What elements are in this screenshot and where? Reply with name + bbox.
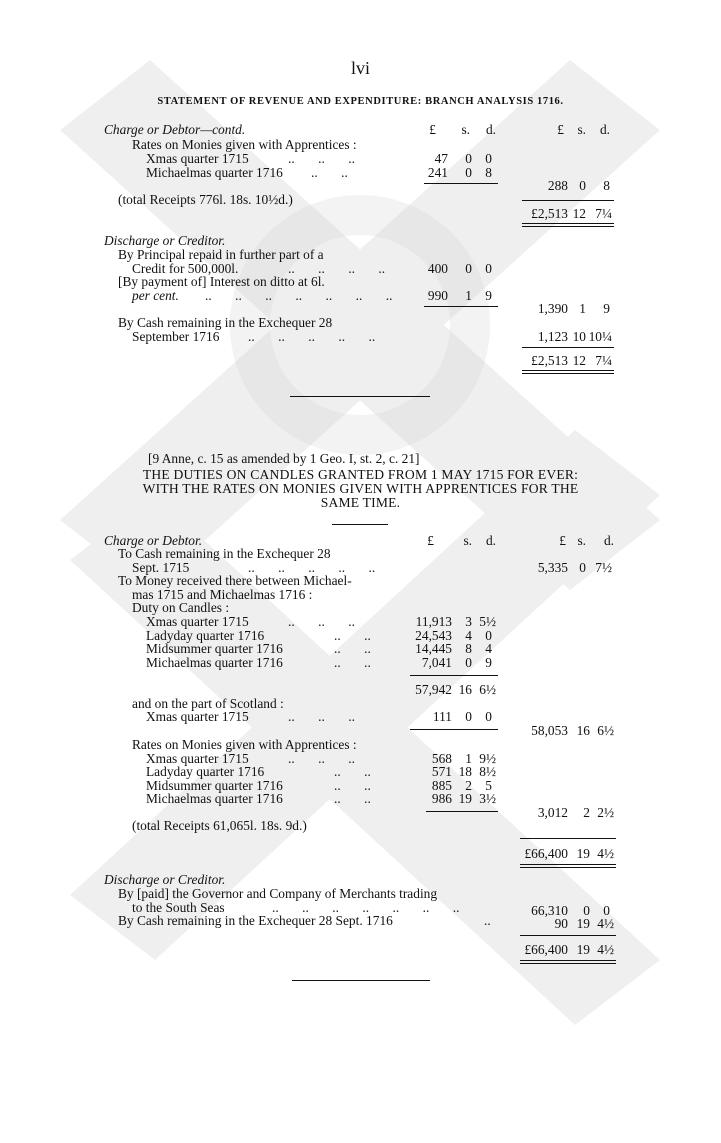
- rate-shillings: 18: [458, 764, 472, 779]
- rate-shillings: 19: [458, 791, 472, 806]
- leader-dots: .. ..: [334, 628, 371, 643]
- total-shillings: 12: [572, 206, 586, 221]
- rates-total-pounds: 3,012: [537, 805, 568, 820]
- cash-pounds: 5,335: [537, 560, 568, 575]
- total-receipts: (total Receipts 776l. 18s. 10½d.): [118, 192, 293, 207]
- candle-pounds: 14,445: [415, 641, 452, 656]
- section-divider: [290, 396, 430, 397]
- cash-pence: 10¼: [588, 329, 612, 344]
- col-shillings-2: s.: [577, 122, 586, 137]
- rate-pence: 5: [485, 778, 492, 793]
- grand-shillings: 12: [572, 353, 586, 368]
- total-double-rule: [522, 223, 614, 227]
- rate-pounds: 571: [431, 764, 452, 779]
- principal-pounds: 400: [427, 261, 448, 276]
- page-heading: STATEMENT OF REVENUE AND EXPENDITURE: BRANCH ANALYSIS 1716.: [157, 96, 564, 107]
- subtotal-pence: 8: [603, 178, 610, 193]
- candle-total-pence: 6½: [597, 723, 614, 738]
- discharge-heading: Discharge or Creditor.: [104, 872, 226, 887]
- grand-pence: 7¼: [595, 353, 612, 368]
- cash-end-pence: 4½: [597, 916, 614, 931]
- total-pounds: £66,400: [524, 846, 568, 861]
- total-pounds: £2,513: [531, 206, 568, 221]
- candle-row-label: Xmas quarter 1715: [146, 614, 249, 629]
- cash-line: September 1716: [132, 329, 220, 344]
- rate-row-label: Michaelmas quarter 1716: [146, 791, 283, 806]
- col-pence: d.: [485, 122, 496, 137]
- paid-line: By [paid] the Governor and Company of Merchants trading: [118, 886, 438, 901]
- dis-subtotal-pence: 9: [603, 301, 610, 316]
- candle-pence: 4: [485, 641, 492, 656]
- total-shillings: 19: [576, 846, 590, 861]
- col-pounds-2: £: [559, 533, 566, 548]
- rate-shillings: 2: [465, 778, 472, 793]
- subtotal-rule: [424, 183, 498, 184]
- interest-line: per cent.: [132, 288, 179, 303]
- grand-pounds: £66,400: [524, 942, 568, 957]
- candles-label: Duty on Candles :: [132, 600, 230, 615]
- page-number: lvi: [350, 58, 370, 78]
- rates-rule: [426, 811, 498, 812]
- leader-dots: .. ..: [334, 641, 371, 656]
- col-pence: d.: [485, 533, 496, 548]
- cash-pounds: 1,123: [537, 329, 568, 344]
- rate-pence: 9½: [479, 751, 496, 766]
- cash-end-line: By Cash remaining in the Exchequer 28 Sept. 1716: [118, 913, 393, 928]
- subtotal-shillings: 0: [579, 178, 586, 193]
- charge-heading: Charge or Debtor—contd.: [104, 122, 246, 137]
- rate-row-label: Xmas quarter 1715: [146, 751, 249, 766]
- total-pence: 4½: [597, 846, 614, 861]
- col-pence-2: d.: [599, 122, 610, 137]
- cash-line: Sept. 1715: [132, 560, 190, 575]
- interest-line: [By payment of] Interest on ditto at 6l.: [118, 274, 325, 289]
- principal-line: Credit for 500,000l.: [132, 261, 239, 276]
- scotland-label: and on the part of Scotland :: [132, 696, 284, 711]
- leader-dots: .. .. ..: [288, 709, 355, 724]
- scotland-row-label: Xmas quarter 1715: [146, 709, 249, 724]
- col-pounds: £: [427, 533, 434, 548]
- scotland-shillings: 0: [465, 709, 472, 724]
- leader-dots: .. .. ..: [288, 751, 355, 766]
- candle-total-pounds: 58,053: [531, 723, 568, 738]
- rate-pounds: 568: [431, 751, 452, 766]
- total-pence: 7¼: [595, 206, 612, 221]
- interest-pence: 9: [485, 288, 492, 303]
- title-rule: [332, 524, 388, 525]
- col-pounds-2: £: [557, 122, 564, 137]
- leader-dots: .. .. .. .. ..: [248, 329, 376, 344]
- paid-pounds: 66,310: [531, 903, 568, 918]
- interest-shillings: 1: [465, 288, 472, 303]
- candle-pence: 0: [485, 628, 492, 643]
- candle-pence: 5½: [479, 614, 496, 629]
- total-double-rule: [520, 864, 616, 868]
- rate-row-label: Midsummer quarter 1716: [146, 778, 283, 793]
- principal-line: By Principal repaid in further part of a: [118, 247, 324, 262]
- rate-shillings: 1: [465, 751, 472, 766]
- candle-pounds: 24,543: [415, 628, 452, 643]
- principal-shillings: 0: [465, 261, 472, 276]
- cash-pence: 7½: [595, 560, 612, 575]
- section-title: THE DUTIES ON CANDLES GRANTED FROM 1 MAY 1715 FOR EVER:: [142, 467, 579, 482]
- rate-pounds: 885: [431, 778, 452, 793]
- row-shillings: 0: [465, 165, 472, 180]
- total-rule: [522, 200, 614, 201]
- rate-pence: 8½: [479, 764, 496, 779]
- candle-row-label: Midsummer quarter 1716: [146, 641, 283, 656]
- candle-pounds: 7,041: [421, 655, 452, 670]
- candle-pounds: 11,913: [415, 614, 452, 629]
- rate-pence: 3½: [479, 791, 496, 806]
- candle-total-shillings: 16: [576, 723, 590, 738]
- rates-label: Rates on Monies given with Apprentices :: [132, 137, 357, 152]
- leader-dots: .. ..: [334, 778, 371, 793]
- section-title: SAME TIME.: [320, 495, 401, 510]
- candle-subtotal-shillings: 16: [458, 682, 472, 697]
- row-label: Xmas quarter 1715: [146, 151, 249, 166]
- leader-dots: .. ..: [311, 165, 348, 180]
- discharge-heading: Discharge or Creditor.: [104, 233, 226, 248]
- scotland-rule: [410, 729, 498, 730]
- leader-dots: .. .. ..: [288, 614, 355, 629]
- leader-dots: .. .. .. .. .. .. ..: [272, 900, 460, 915]
- dis-subtotal-shillings: 1: [579, 301, 586, 316]
- leader-dots: .. .. .. .. ..: [248, 560, 376, 575]
- candle-subtotal-pence: 6½: [479, 682, 496, 697]
- cash-end-pounds: 90: [554, 916, 568, 931]
- grand-double-rule: [522, 370, 614, 374]
- money-line: To Money received there between Michael-: [118, 573, 352, 588]
- rates-total-pence: 2½: [597, 805, 614, 820]
- rates-total-shillings: 2: [583, 805, 590, 820]
- candle-shillings: 8: [465, 641, 472, 656]
- total-rule: [520, 838, 616, 839]
- grand-rule: [520, 935, 616, 936]
- candle-shillings: 0: [465, 655, 472, 670]
- cash-line: To Cash remaining in the Exchequer 28: [118, 546, 331, 561]
- cash-line: By Cash remaining in the Exchequer 28: [118, 315, 333, 330]
- leader-dots: ..: [484, 913, 491, 928]
- grand-double-rule: [520, 960, 616, 964]
- candle-pence: 9: [485, 655, 492, 670]
- scotland-pounds: 111: [432, 709, 452, 724]
- candle-shillings: 4: [465, 628, 472, 643]
- leader-dots: .. ..: [334, 791, 371, 806]
- subtotal-pounds: 288: [547, 178, 568, 193]
- grand-rule: [522, 347, 614, 348]
- paid-line: to the South Seas: [132, 900, 225, 915]
- leader-dots: .. ..: [334, 655, 371, 670]
- charge-heading: Charge or Debtor.: [104, 533, 203, 548]
- dis-subtotal-pounds: 1,390: [537, 301, 568, 316]
- statute-reference: [9 Anne, c. 15 as amended by 1 Geo. I, st. 2, c. 21]: [148, 451, 420, 466]
- dis-subtotal-rule: [424, 306, 498, 307]
- col-pence-2: d.: [603, 533, 614, 548]
- col-shillings: s.: [461, 122, 470, 137]
- leader-dots: .. .. .. ..: [288, 261, 386, 276]
- section-divider: [292, 980, 430, 981]
- grand-pence: 4½: [597, 942, 614, 957]
- candle-subtotal-rule: [410, 675, 498, 676]
- rate-row-label: Ladyday quarter 1716: [146, 764, 265, 779]
- col-shillings: s.: [463, 533, 472, 548]
- money-line: mas 1715 and Michaelmas 1716 :: [132, 587, 313, 602]
- leader-dots: .. .. .. .. .. .. ..: [205, 288, 393, 303]
- row-label: Michaelmas quarter 1716: [146, 165, 283, 180]
- section-title: WITH THE RATES ON MONIES GIVEN WITH APPRENTICES FOR THE: [142, 481, 579, 496]
- grand-shillings: 19: [576, 942, 590, 957]
- row-pence: 8: [485, 165, 492, 180]
- interest-pounds: 990: [427, 288, 448, 303]
- principal-pence: 0: [485, 261, 492, 276]
- candle-shillings: 3: [465, 614, 472, 629]
- paid-shillings: 0: [583, 903, 590, 918]
- candle-subtotal-pounds: 57,942: [415, 682, 452, 697]
- cash-shillings: 10: [572, 329, 586, 344]
- col-shillings-2: s.: [577, 533, 586, 548]
- row-shillings: 0: [465, 151, 472, 166]
- cash-end-shillings: 19: [576, 916, 590, 931]
- col-pounds: £: [429, 122, 436, 137]
- leader-dots: .. ..: [334, 764, 371, 779]
- paid-pence: 0: [603, 903, 610, 918]
- total-receipts: (total Receipts 61,065l. 18s. 9d.): [132, 818, 307, 833]
- candle-row-label: Ladyday quarter 1716: [146, 628, 265, 643]
- leader-dots: .. .. ..: [288, 151, 355, 166]
- row-pounds: 241: [427, 165, 448, 180]
- rate-pounds: 986: [431, 791, 452, 806]
- grand-pounds: £2,513: [531, 353, 568, 368]
- cash-shillings: 0: [579, 560, 586, 575]
- scotland-pence: 0: [485, 709, 492, 724]
- rates-label: Rates on Monies given with Apprentices :: [132, 737, 357, 752]
- row-pounds: 47: [434, 151, 448, 166]
- candle-row-label: Michaelmas quarter 1716: [146, 655, 283, 670]
- row-pence: 0: [485, 151, 492, 166]
